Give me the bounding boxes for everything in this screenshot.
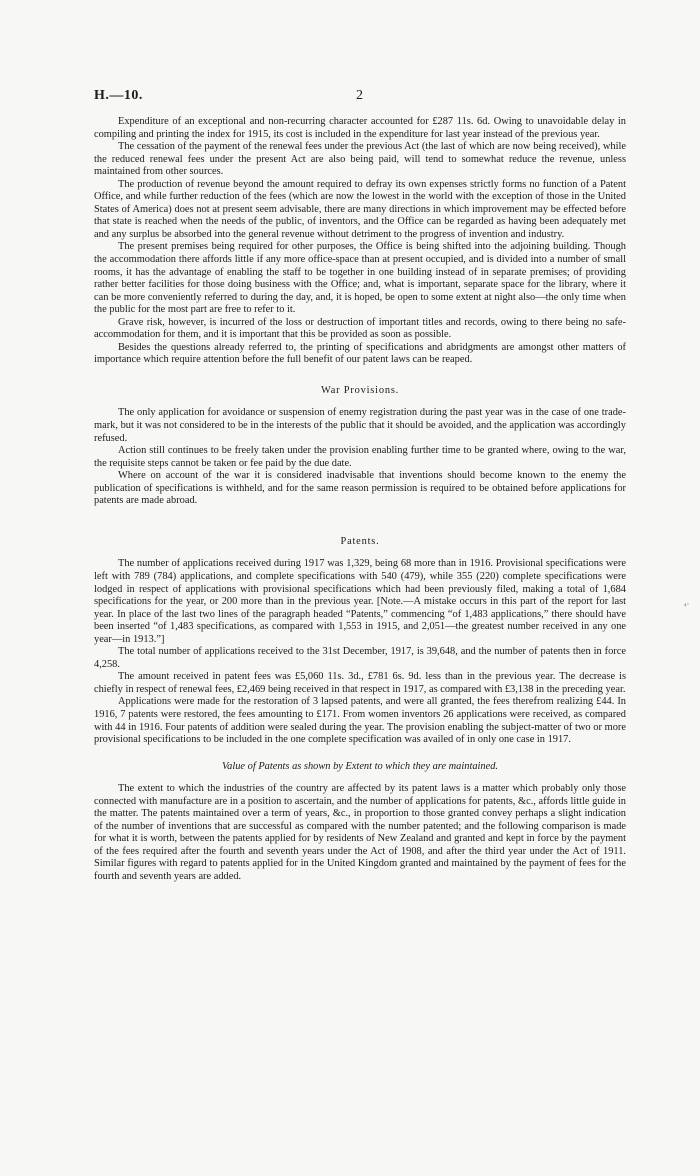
paragraph: The cessation of the payment of the renewal fees under the previous Act (the last of which are now being received), while the reduced renewal fees under the present Act are also being paid, will tend to somewhat reduce the revenue, unless maintained from other sources. (94, 141, 626, 178)
paragraph: Grave risk, however, is incurred of the loss or destruction of important titles and records, owing to there being no safe-accommodation for them, and it is important that this be provided as soon as possible. (94, 316, 626, 341)
section-heading-war-provisions: War Provisions. (320, 384, 400, 396)
paragraph: The only application for avoidance or suspension of enemy registration during the past year was in the case of one trade-mark, but it was not considered to be in the interests of the public that it should be avoided, and the application was accordingly refused. (94, 407, 626, 444)
war-provisions-section (94, 407, 626, 507)
page-number: 2 (356, 88, 363, 103)
paragraph: The amount received in patent fees was £5,060 11s. 3d., £781 6s. 9d. less than in the previous year. The decrease is chiefly in respect of renewal fees, £2,469 being received in that respect in 1917, as compared with £3,138 in the preceding year. (94, 671, 626, 695)
section-heading-value-of-patents: Value of Patents as shown by Extent to which they are maintained. (221, 760, 499, 772)
paragraph: Besides the questions already referred to, the printing of specifications and abridgments are amongst other matters of importance which require attention before the full benefit of our patent laws can be reaped. (94, 341, 626, 366)
section-heading-patents: Patents. (340, 535, 380, 547)
document-reference: H.—10. (94, 88, 143, 103)
paragraph: Action still continues to be freely taken under the provision enabling further time to be granted where, owing to the war, the requisite steps cannot be taken or fee paid by the due date. (94, 445, 626, 469)
paragraph: Applications were made for the restoration of 3 lapsed patents, and were all granted, the fees therefrom realizing £44. In 1916, 7 patents were restored, the fees amounting to £171. From women inventors 26 applications were received, as compared with 44 in 1916. Four patents of addition were sealed during the year. The provision enabling the subject-matter of two or more provisional specifications to be included in the one complete specification was availed of in only one case in 1917. (94, 696, 626, 746)
paragraph: The total number of applications received to the 31st December, 1917, is 39,648, and the number of patents then in force 4,258. (94, 646, 626, 670)
paragraph: The extent to which the industries of the country are affected by its patent laws is a matter which probably only those connected with manufacture are in a position to ascertain, and the number of applications for patents, &c., affords little guide in the matter. The patents maintained over a term of years, &c., in proportion to those granted convey perhaps a slight indication of the number of inventions that are successful as compared with the number patented; and the following comparison is made for what it is worth, between the patents applied for by residents of New Zealand and granted and kept in force by the payment of the fees required after the fourth and seventh years under the Act of 1908, and after the third year under the Act of 1911. Similar figures with regard to patents applied for in the United Kingdom granted and maintained by the payment of fees for the fourth and seventh years are added. (94, 783, 626, 882)
intro-section (94, 116, 626, 367)
margin-mark: ‹· (684, 600, 690, 609)
paragraph: The present premises being required for other purposes, the Office is being shifted into the adjoining building. Though the accommodation there affords little if any more office-space than at present occupied, and is divided into a number of small rooms, it has the advantage of enabling the staff to be together in one building instead of in separate premises; of providing rather better facilities for those doing business with the Office; and, what is important, separate space for the library, where it can be more conveniently referred to during the day, and, it is hoped, be open to some extent at night also—the only time when the public for the most part are free to refer to it. (94, 241, 626, 316)
value-of-patents-section (94, 783, 626, 883)
paragraph: The number of applications received during 1917 was 1,329, being 68 more than in 1916. Provisional specifications were left with 789 (784) applications, and complete specifications with 540 (479), while 355 (220) complete specifications were lodged in respect of applications with provisional specifications which had been previously filed, making a total of 1,684 specifications for the year, or 200 more than in the previous year. [Note.—A mistake occurs in this part of the report for last year. In place of the last two lines of the paragraph headed “Patents,” commencing “of 1,483 applications,” there should have been inserted “of 1,483 specifications, as compared with 1,553 in 1915, and 2,051—the greatest number received in any one year—in 1913.”] (94, 558, 626, 645)
patents-section (94, 558, 626, 746)
document-body (94, 116, 626, 884)
paragraph: Expenditure of an exceptional and non-recurring character accounted for £287 11s. 6d. Owing to unavoidable delay in compiling and printing the index for 1915, its cost is included in the expenditure for last year instead of the previous year. (94, 116, 626, 140)
paragraph: Where on account of the war it is considered inadvisable that inventions should become known to the enemy the publication of specifications is withheld, and for the same reason permission is required to be obtained before applications for patents are made abroad. (94, 470, 626, 507)
paragraph: The production of revenue beyond the amount required to defray its own expenses strictly forms no function of a Patent Office, and while further reduction of the fees (which are now the lowest in the world with the exception of those in the United States of America) does not at present seem advisable, there are many directions in which improvement may be effected before that state is reached when the needs of the public, of inventors, and the Office can be regarded as having been adequately met and any surplus be absorbed into the general revenue without detriment to the progress of invention and industry. (94, 178, 626, 240)
